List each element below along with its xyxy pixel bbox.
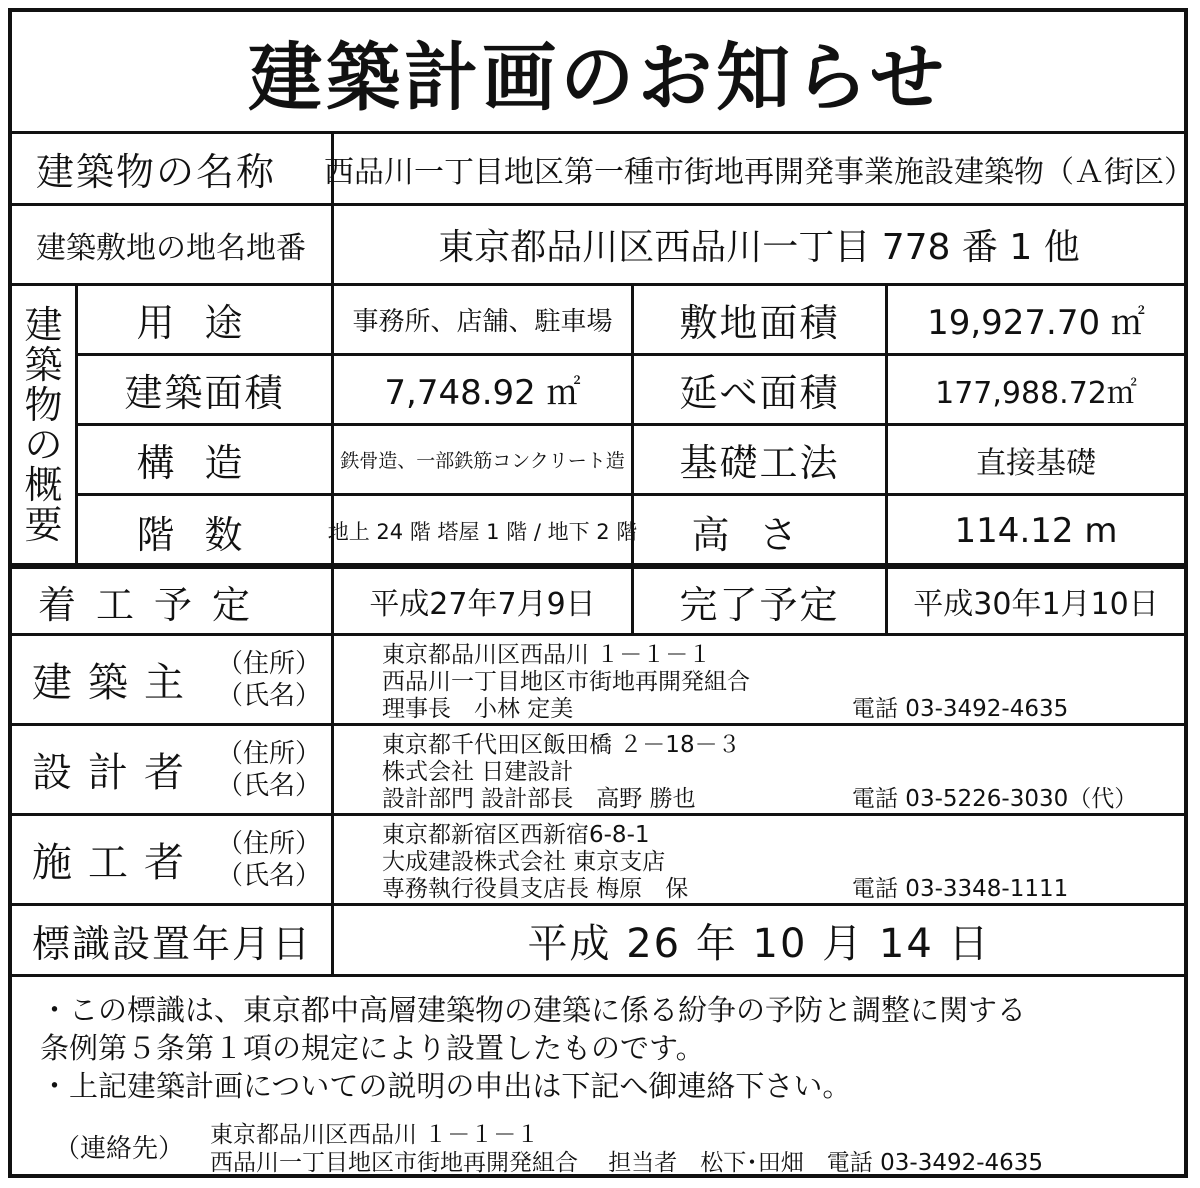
overview-block [12, 286, 1184, 566]
floors-value: 地上 24 階 塔屋 1 階 / 地下 2 階 [327, 520, 638, 544]
designer-phone: 電話 03-5226-3030（代） [852, 786, 1138, 812]
building-name-value: 西品川一丁目地区第一種市街地再開発事業施設建築物（Ａ街区） [324, 154, 1194, 190]
contractor-address-tag: （住所） [217, 828, 322, 859]
contractor-address: 東京都新宿区西新宿6-8-1 [382, 822, 650, 848]
contractor-label: 施工者 [32, 840, 200, 886]
end-value: 平成30年1月10日 [913, 587, 1159, 622]
overview-row-structure [78, 426, 1184, 496]
site-area-label: 敷地面積 [679, 301, 840, 345]
owner-organization: 西品川一丁目地区市街地再開発組合 [382, 669, 750, 695]
owner-representative: 理事長 小林 定美 [382, 696, 574, 722]
end-label: 完了予定 [679, 582, 840, 627]
start-value: 平成27年7月9日 [369, 587, 596, 622]
building-name-label: 建築物の名称 [36, 150, 277, 194]
site-address-label: 建築敷地の地名地番 [36, 230, 306, 266]
designer-info [342, 726, 1184, 813]
foundation-method-label: 基礎工法 [679, 441, 840, 485]
designer-label: 設計者 [32, 750, 200, 796]
page-title: 建築計画のお知らせ [248, 34, 948, 121]
owner-address-tag: （住所） [217, 648, 322, 679]
structure-label: 構造 [136, 441, 273, 485]
note-line-2: 条例第５条第１項の規定により設置したものです。 [40, 1031, 705, 1065]
contractor-info [342, 816, 1184, 903]
overview-row-floors [78, 496, 1184, 566]
overview-side-label: 建 築 物 の 概 要 [12, 286, 78, 563]
designer-name-tag: （氏名） [217, 770, 322, 801]
contact-label: （連絡先） [54, 1134, 185, 1164]
contractor-representative: 専務執行役員支店長 梅原 保 [382, 876, 689, 902]
sign-date-value: 平成 26 年 10 月 14 日 [527, 920, 991, 967]
designer-organization: 株式会社 日建設計 [382, 759, 574, 785]
total-floor-area-label: 延べ面積 [679, 371, 840, 415]
height-value: 114.12 m [954, 511, 1118, 551]
schedule-row [12, 566, 1184, 636]
building-area-label: 建築面積 [124, 371, 285, 415]
height-label: 高さ [691, 512, 828, 557]
building-name-row [12, 134, 1194, 206]
foundation-method-value: 直接基礎 [976, 445, 1096, 481]
designer-representative: 設計部門 設計部長 高野 勝也 [382, 786, 696, 812]
owner-info [342, 636, 1184, 723]
start-label: 着工予定 [38, 582, 271, 627]
overview-row-use [78, 286, 1184, 356]
site-area-value: 19,927.70 ㎡ [927, 303, 1145, 343]
contractor-phone: 電話 03-3348-1111 [852, 876, 1069, 902]
site-address-value: 東京都品川区西品川一丁目 778 番 1 他 [438, 227, 1080, 268]
contact-address: 東京都品川区西品川 １－１－１ [210, 1122, 540, 1148]
building-plan-notice-sign [8, 8, 1194, 1178]
owner-address: 東京都品川区西品川 １－１－１ [382, 642, 712, 668]
total-floor-area-value: 177,988.72㎡ [935, 375, 1137, 411]
use-value: 事務所、店舗、駐車場 [352, 307, 613, 337]
note-line-1: ・この標識は、東京都中高層建築物の建築に係る紛争の予防と調整に関する [40, 993, 1027, 1027]
contractor-row [12, 816, 1184, 906]
designer-address-tag: （住所） [217, 738, 322, 769]
owner-label: 建築主 [32, 660, 200, 706]
notes-section [12, 977, 1184, 1174]
owner-name-tag: （氏名） [217, 680, 322, 711]
site-address-row [12, 206, 1184, 286]
contact-block [40, 1121, 1156, 1181]
overview-row-building-area [78, 356, 1184, 426]
title-row [12, 12, 1184, 134]
designer-address: 東京都千代田区飯田橋 ２－18－３ [382, 732, 741, 758]
sign-date-label: 標識設置年月日 [32, 921, 313, 966]
designer-row [12, 726, 1184, 816]
floors-label: 階数 [136, 512, 273, 557]
building-area-value: 7,748.92 ㎡ [384, 373, 581, 413]
contractor-name-tag: （氏名） [217, 860, 322, 891]
note-line-3: ・上記建築計画についての説明の申出は下記へ御連絡下さい。 [40, 1069, 852, 1103]
sign-date-row [12, 906, 1184, 977]
owner-row [12, 636, 1184, 726]
use-label: 用途 [136, 301, 273, 345]
contact-details: 西品川一丁目地区市街地再開発組合 担当者 松下･田畑 電話 03-3492-4635 [210, 1150, 1044, 1176]
structure-value: 鉄骨造、一部鉄筋コンクリート造 [340, 450, 625, 472]
contractor-organization: 大成建設株式会社 東京支店 [382, 849, 666, 875]
owner-phone: 電話 03-3492-4635 [852, 696, 1069, 722]
